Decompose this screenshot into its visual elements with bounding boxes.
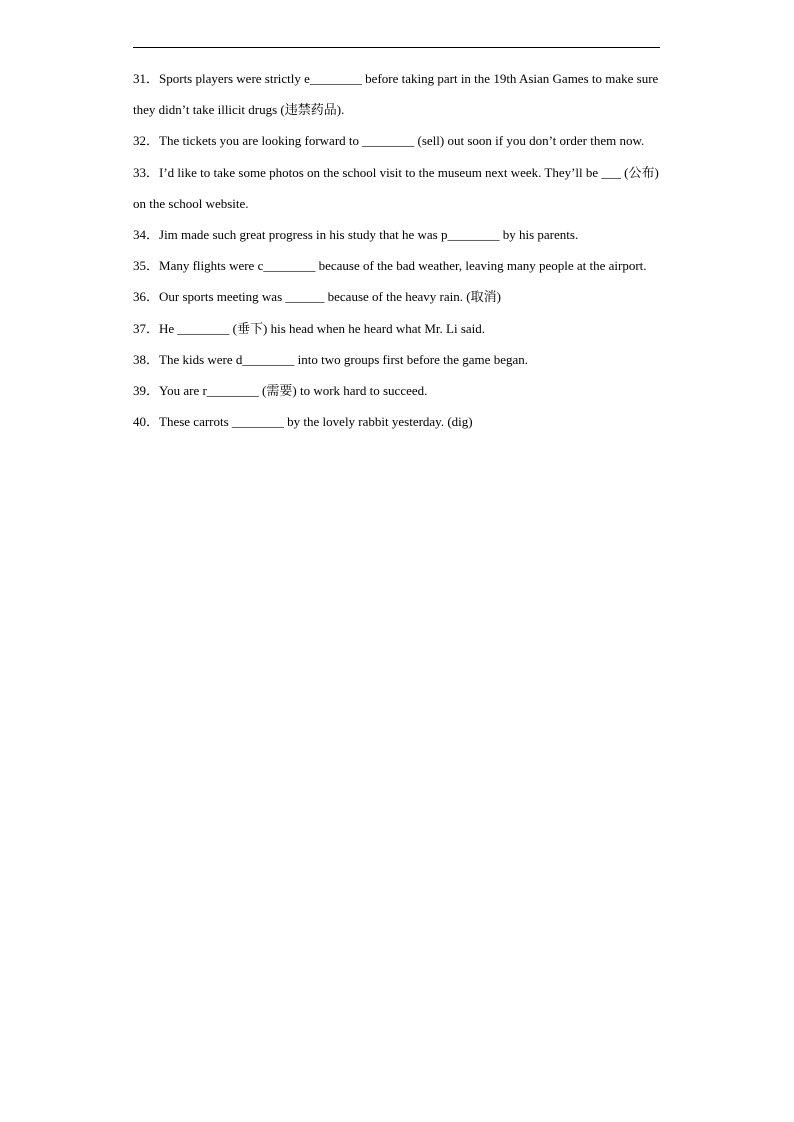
- question-item: [133, 406, 663, 437]
- question-item: [133, 313, 663, 344]
- question-number: 34．: [133, 227, 160, 243]
- question-text: Many flights were c________ because of the bad weather, leaving many people at the airport.: [159, 258, 647, 274]
- question-text: You are r________ (需要) to work hard to succeed.: [159, 383, 428, 399]
- question-number: 40．: [133, 414, 160, 430]
- question-text: Our sports meeting was ______ because of the heavy rain. (取消): [159, 289, 501, 305]
- question-number: 37．: [133, 320, 160, 336]
- question-text: The tickets you are looking forward to ________ (sell) out soon if you don’t order them now.: [159, 133, 645, 149]
- question-text: Sports players were strictly e________ before taking part in the 19th Asian Games to make sure they didn’t take illicit drugs (违禁药品).: [133, 71, 659, 118]
- question-text: Jim made such great progress in his study that he was p________ by his parents.: [159, 227, 579, 243]
- question-number: 36．: [133, 289, 160, 305]
- question-item: [133, 157, 663, 219]
- question-number: 31．: [133, 71, 160, 86]
- question-item: [133, 375, 663, 406]
- question-number: 32．: [133, 133, 160, 149]
- question-text: These carrots ________ by the lovely rabbit yesterday. (dig): [159, 414, 473, 430]
- question-list: [133, 63, 663, 437]
- question-item: [133, 344, 663, 375]
- question-item: [133, 63, 663, 125]
- question-number: 38．: [133, 351, 160, 367]
- question-item: [133, 281, 663, 312]
- question-text: The kids were d________ into two groups first before the game began.: [159, 351, 528, 367]
- question-item: [133, 250, 663, 281]
- question-number: 35．: [133, 258, 160, 274]
- question-number: 39．: [133, 383, 160, 399]
- question-item: [133, 219, 663, 250]
- header-rule: [133, 47, 660, 48]
- question-item: [133, 125, 663, 156]
- question-text: He ________ (垂下) his head when he heard what Mr. Li said.: [159, 320, 486, 336]
- question-text: I’d like to take some photos on the school visit to the museum next week. They’ll be ___ (公布) on the school website.: [133, 164, 659, 211]
- question-number: 33．: [133, 164, 160, 180]
